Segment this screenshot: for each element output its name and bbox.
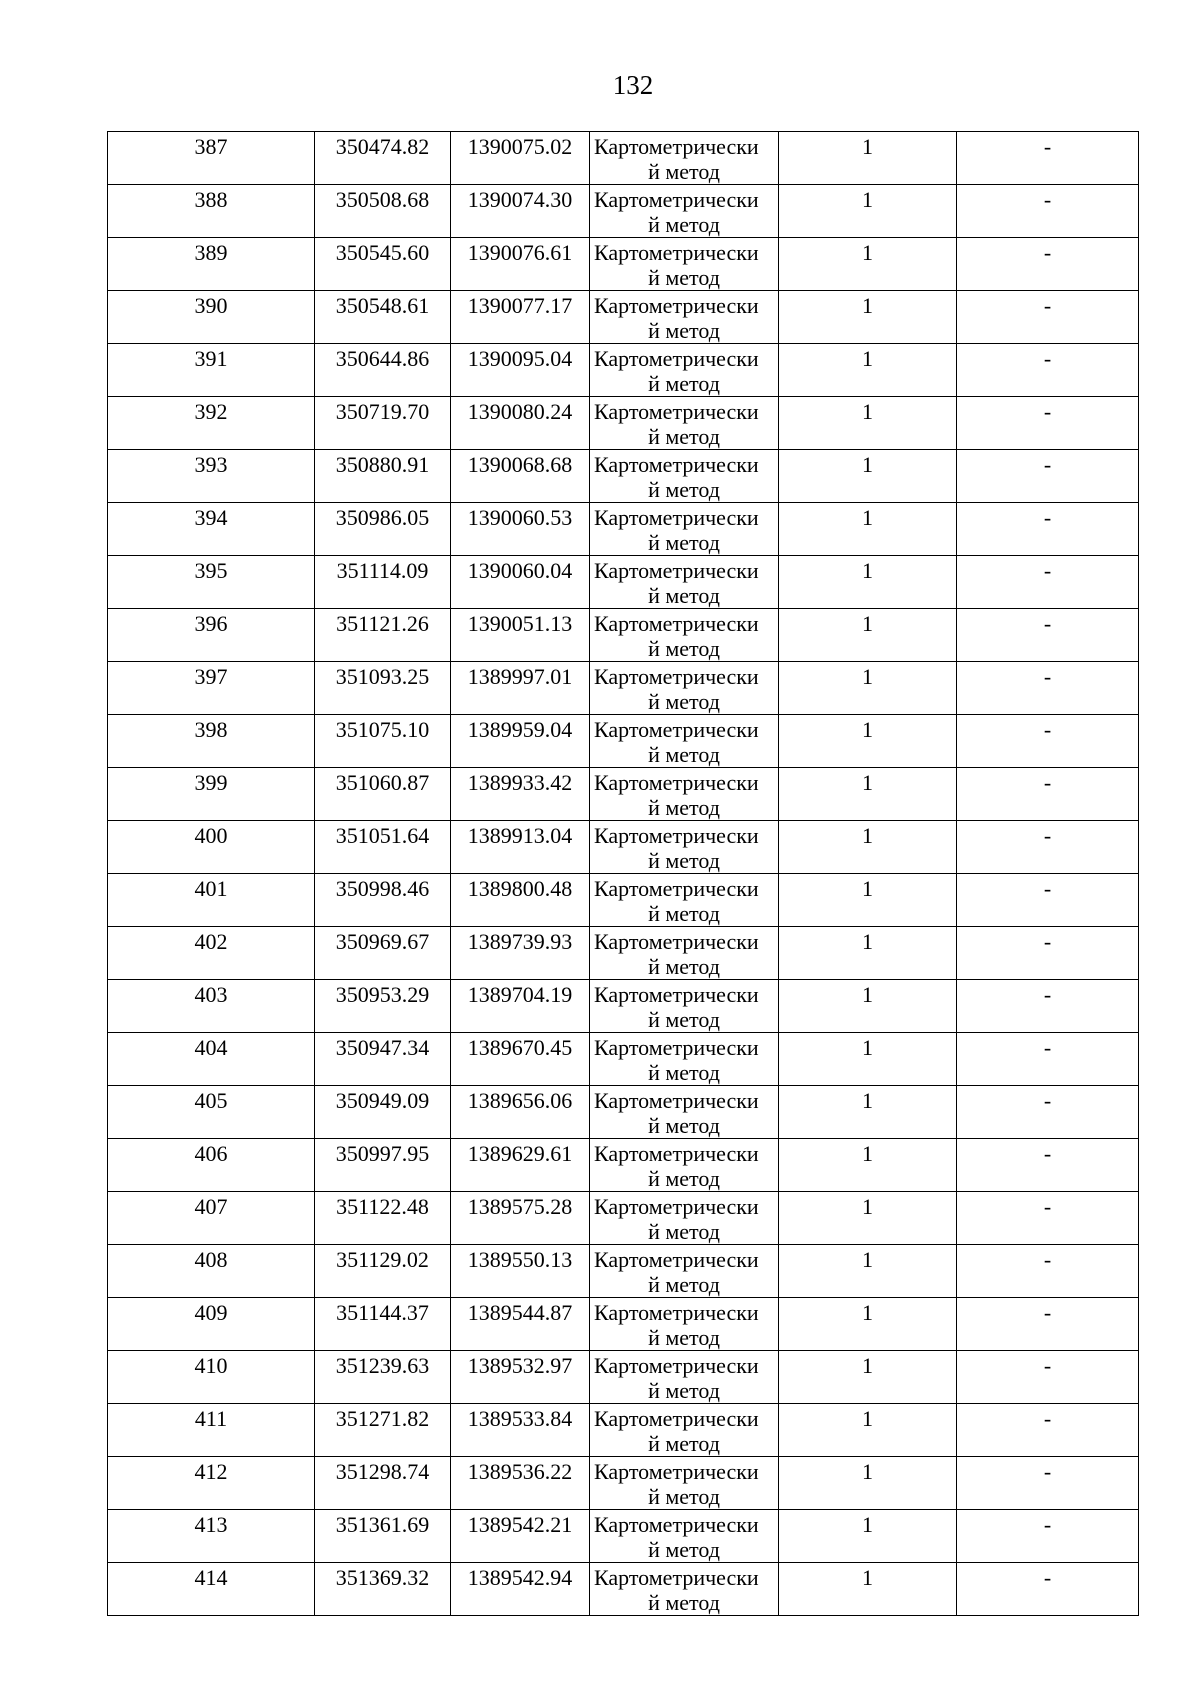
table-row [108,344,1139,397]
description-cell: - [957,450,1139,503]
description-cell: - [957,1245,1139,1298]
table-row [108,291,1139,344]
method-text-line2: й метод [648,1325,720,1350]
y-coordinate-cell: 1389800.48 [451,874,590,927]
accuracy-cell: 1 [779,821,957,874]
description-cell: - [957,1404,1139,1457]
description-cell: - [957,980,1139,1033]
method-text-line2: й метод [648,424,720,449]
x-coordinate-cell: 351144.37 [315,1298,451,1351]
method-text-line2: й метод [648,1113,720,1138]
method-text-line1: Картометрически [594,823,759,848]
method-cell [590,291,779,344]
point-number-cell: 414 [108,1563,315,1616]
method-text-line1: Картометрически [594,1512,759,1537]
method-cell [590,821,779,874]
accuracy-cell: 1 [779,132,957,185]
y-coordinate-cell: 1389542.21 [451,1510,590,1563]
coordinates-table [107,131,1139,1616]
table-row [108,1351,1139,1404]
method-text-line2: й метод [648,1219,720,1244]
accuracy-cell: 1 [779,503,957,556]
y-coordinate-cell: 1389656.06 [451,1086,590,1139]
point-number-cell: 411 [108,1404,315,1457]
x-coordinate-cell: 350947.34 [315,1033,451,1086]
point-number-cell: 402 [108,927,315,980]
method-text-line1: Картометрически [594,929,759,954]
table-row [108,238,1139,291]
method-text-line2: й метод [648,689,720,714]
method-text-line1: Картометрически [594,1353,759,1378]
point-number-cell: 404 [108,1033,315,1086]
description-cell: - [957,344,1139,397]
accuracy-cell: 1 [779,397,957,450]
method-text-line1: Картометрически [594,134,759,159]
method-text-line2: й метод [648,1484,720,1509]
method-cell [590,238,779,291]
method-text-line2: й метод [648,1431,720,1456]
table-row [108,1563,1139,1616]
y-coordinate-cell: 1389575.28 [451,1192,590,1245]
point-number-cell: 398 [108,715,315,768]
method-text-line1: Картометрически [594,1088,759,1113]
accuracy-cell: 1 [779,980,957,1033]
description-cell: - [957,291,1139,344]
y-coordinate-cell: 1389544.87 [451,1298,590,1351]
description-cell: - [957,662,1139,715]
table-row [108,662,1139,715]
y-coordinate-cell: 1390060.04 [451,556,590,609]
method-cell [590,397,779,450]
point-number-cell: 395 [108,556,315,609]
accuracy-cell: 1 [779,238,957,291]
table-row [108,1404,1139,1457]
method-text-line2: й метод [648,583,720,608]
method-text-line2: й метод [648,371,720,396]
method-text-line1: Картометрически [594,611,759,636]
description-cell: - [957,1510,1139,1563]
point-number-cell: 388 [108,185,315,238]
table-row [108,132,1139,185]
x-coordinate-cell: 351298.74 [315,1457,451,1510]
accuracy-cell: 1 [779,1404,957,1457]
x-coordinate-cell: 350719.70 [315,397,451,450]
description-cell: - [957,1298,1139,1351]
table-row [108,1086,1139,1139]
table-row [108,874,1139,927]
x-coordinate-cell: 350998.46 [315,874,451,927]
method-text-line2: й метод [648,1378,720,1403]
method-text-line2: й метод [648,1007,720,1032]
method-text-line2: й метод [648,742,720,767]
method-text-line1: Картометрически [594,1141,759,1166]
x-coordinate-cell: 350880.91 [315,450,451,503]
method-text-line1: Картометрически [594,1406,759,1431]
method-text-line1: Картометрически [594,1247,759,1272]
y-coordinate-cell: 1389997.01 [451,662,590,715]
accuracy-cell: 1 [779,1510,957,1563]
y-coordinate-cell: 1389550.13 [451,1245,590,1298]
accuracy-cell: 1 [779,609,957,662]
method-cell [590,1457,779,1510]
y-coordinate-cell: 1389670.45 [451,1033,590,1086]
point-number-cell: 409 [108,1298,315,1351]
description-cell: - [957,556,1139,609]
point-number-cell: 407 [108,1192,315,1245]
method-cell [590,927,779,980]
accuracy-cell: 1 [779,1086,957,1139]
x-coordinate-cell: 351122.48 [315,1192,451,1245]
method-text-line1: Картометрически [594,240,759,265]
y-coordinate-cell: 1389933.42 [451,768,590,821]
y-coordinate-cell: 1390060.53 [451,503,590,556]
y-coordinate-cell: 1389532.97 [451,1351,590,1404]
method-cell [590,1298,779,1351]
x-coordinate-cell: 351271.82 [315,1404,451,1457]
description-cell: - [957,132,1139,185]
description-cell: - [957,715,1139,768]
x-coordinate-cell: 351121.26 [315,609,451,662]
x-coordinate-cell: 351239.63 [315,1351,451,1404]
y-coordinate-cell: 1390068.68 [451,450,590,503]
method-cell [590,344,779,397]
x-coordinate-cell: 351369.32 [315,1563,451,1616]
table-body [108,132,1139,1616]
description-cell: - [957,1033,1139,1086]
method-text-line2: й метод [648,901,720,926]
table-row [108,185,1139,238]
table-row [108,821,1139,874]
accuracy-cell: 1 [779,291,957,344]
method-cell [590,980,779,1033]
method-text-line1: Картометрически [594,399,759,424]
accuracy-cell: 1 [779,662,957,715]
point-number-cell: 391 [108,344,315,397]
y-coordinate-cell: 1389739.93 [451,927,590,980]
method-text-line1: Картометрически [594,770,759,795]
point-number-cell: 410 [108,1351,315,1404]
point-number-cell: 403 [108,980,315,1033]
y-coordinate-cell: 1389959.04 [451,715,590,768]
description-cell: - [957,874,1139,927]
table-row [108,397,1139,450]
y-coordinate-cell: 1389704.19 [451,980,590,1033]
method-text-line2: й метод [648,636,720,661]
accuracy-cell: 1 [779,1245,957,1298]
accuracy-cell: 1 [779,185,957,238]
accuracy-cell: 1 [779,344,957,397]
x-coordinate-cell: 350997.95 [315,1139,451,1192]
accuracy-cell: 1 [779,927,957,980]
method-cell [590,1563,779,1616]
point-number-cell: 412 [108,1457,315,1510]
table-row [108,1192,1139,1245]
method-cell [590,185,779,238]
method-cell [590,556,779,609]
point-number-cell: 401 [108,874,315,927]
method-text-line2: й метод [648,318,720,343]
description-cell: - [957,927,1139,980]
method-text-line1: Картометрически [594,664,759,689]
description-cell: - [957,185,1139,238]
description-cell: - [957,503,1139,556]
method-text-line1: Картометрически [594,1035,759,1060]
table-row [108,450,1139,503]
accuracy-cell: 1 [779,715,957,768]
accuracy-cell: 1 [779,1457,957,1510]
x-coordinate-cell: 350986.05 [315,503,451,556]
y-coordinate-cell: 1390075.02 [451,132,590,185]
method-text-line1: Картометрически [594,876,759,901]
x-coordinate-cell: 351361.69 [315,1510,451,1563]
accuracy-cell: 1 [779,1192,957,1245]
description-cell: - [957,1192,1139,1245]
accuracy-cell: 1 [779,1563,957,1616]
point-number-cell: 399 [108,768,315,821]
method-text-line2: й метод [648,530,720,555]
x-coordinate-cell: 350548.61 [315,291,451,344]
point-number-cell: 396 [108,609,315,662]
table-row [108,1298,1139,1351]
method-text-line1: Картометрически [594,558,759,583]
description-cell: - [957,768,1139,821]
x-coordinate-cell: 351051.64 [315,821,451,874]
method-text-line2: й метод [648,795,720,820]
method-text-line1: Картометрически [594,346,759,371]
method-text-line2: й метод [648,212,720,237]
method-text-line2: й метод [648,954,720,979]
method-cell [590,1351,779,1404]
table-row [108,768,1139,821]
y-coordinate-cell: 1389542.94 [451,1563,590,1616]
table-row [108,980,1139,1033]
table-row [108,609,1139,662]
point-number-cell: 393 [108,450,315,503]
method-cell [590,132,779,185]
accuracy-cell: 1 [779,450,957,503]
y-coordinate-cell: 1389533.84 [451,1404,590,1457]
method-text-line1: Картометрически [594,187,759,212]
x-coordinate-cell: 351075.10 [315,715,451,768]
y-coordinate-cell: 1390051.13 [451,609,590,662]
description-cell: - [957,1563,1139,1616]
accuracy-cell: 1 [779,1139,957,1192]
point-number-cell: 390 [108,291,315,344]
description-cell: - [957,1351,1139,1404]
y-coordinate-cell: 1389629.61 [451,1139,590,1192]
accuracy-cell: 1 [779,1351,957,1404]
y-coordinate-cell: 1390095.04 [451,344,590,397]
method-cell [590,1086,779,1139]
point-number-cell: 413 [108,1510,315,1563]
point-number-cell: 389 [108,238,315,291]
table-row [108,1245,1139,1298]
table-row [108,503,1139,556]
point-number-cell: 387 [108,132,315,185]
description-cell: - [957,609,1139,662]
method-cell [590,609,779,662]
method-text-line1: Картометрически [594,505,759,530]
x-coordinate-cell: 350953.29 [315,980,451,1033]
table-row [108,1139,1139,1192]
method-cell [590,1510,779,1563]
method-text-line2: й метод [648,1590,720,1615]
point-number-cell: 405 [108,1086,315,1139]
description-cell: - [957,1457,1139,1510]
method-cell [590,662,779,715]
method-text-line2: й метод [648,477,720,502]
accuracy-cell: 1 [779,1298,957,1351]
y-coordinate-cell: 1389536.22 [451,1457,590,1510]
table-row [108,927,1139,980]
method-cell [590,1192,779,1245]
y-coordinate-cell: 1389913.04 [451,821,590,874]
point-number-cell: 397 [108,662,315,715]
table-row [108,1510,1139,1563]
point-number-cell: 406 [108,1139,315,1192]
description-cell: - [957,1086,1139,1139]
x-coordinate-cell: 350545.60 [315,238,451,291]
page-number: 132 [612,70,654,100]
x-coordinate-cell: 351060.87 [315,768,451,821]
y-coordinate-cell: 1390074.30 [451,185,590,238]
y-coordinate-cell: 1390076.61 [451,238,590,291]
x-coordinate-cell: 350644.86 [315,344,451,397]
description-cell: - [957,238,1139,291]
description-cell: - [957,1139,1139,1192]
x-coordinate-cell: 351093.25 [315,662,451,715]
point-number-cell: 394 [108,503,315,556]
accuracy-cell: 1 [779,874,957,927]
method-text-line2: й метод [648,265,720,290]
description-cell: - [957,397,1139,450]
accuracy-cell: 1 [779,768,957,821]
method-text-line1: Картометрически [594,1459,759,1484]
method-text-line2: й метод [648,1060,720,1085]
x-coordinate-cell: 350508.68 [315,185,451,238]
x-coordinate-cell: 350949.09 [315,1086,451,1139]
x-coordinate-cell: 351114.09 [315,556,451,609]
table-row [108,715,1139,768]
method-cell [590,1033,779,1086]
accuracy-cell: 1 [779,556,957,609]
method-text-line2: й метод [648,1272,720,1297]
method-cell [590,1404,779,1457]
method-cell [590,715,779,768]
method-text-line1: Картометрически [594,717,759,742]
method-text-line1: Картометрически [594,293,759,318]
method-text-line1: Картометрически [594,452,759,477]
table-row [108,1033,1139,1086]
method-text-line2: й метод [648,1166,720,1191]
x-coordinate-cell: 351129.02 [315,1245,451,1298]
method-text-line1: Картометрически [594,982,759,1007]
method-cell [590,1139,779,1192]
method-text-line1: Картометрически [594,1300,759,1325]
method-cell [590,1245,779,1298]
method-text-line1: Картометрически [594,1565,759,1590]
method-text-line2: й метод [648,159,720,184]
accuracy-cell: 1 [779,1033,957,1086]
method-cell [590,768,779,821]
x-coordinate-cell: 350474.82 [315,132,451,185]
table-row [108,1457,1139,1510]
method-text-line2: й метод [648,848,720,873]
y-coordinate-cell: 1390080.24 [451,397,590,450]
method-cell [590,450,779,503]
method-text-line2: й метод [648,1537,720,1562]
y-coordinate-cell: 1390077.17 [451,291,590,344]
method-cell [590,874,779,927]
x-coordinate-cell: 350969.67 [315,927,451,980]
description-cell: - [957,821,1139,874]
point-number-cell: 408 [108,1245,315,1298]
point-number-cell: 400 [108,821,315,874]
point-number-cell: 392 [108,397,315,450]
method-text-line1: Картометрически [594,1194,759,1219]
method-cell [590,503,779,556]
table-row [108,556,1139,609]
